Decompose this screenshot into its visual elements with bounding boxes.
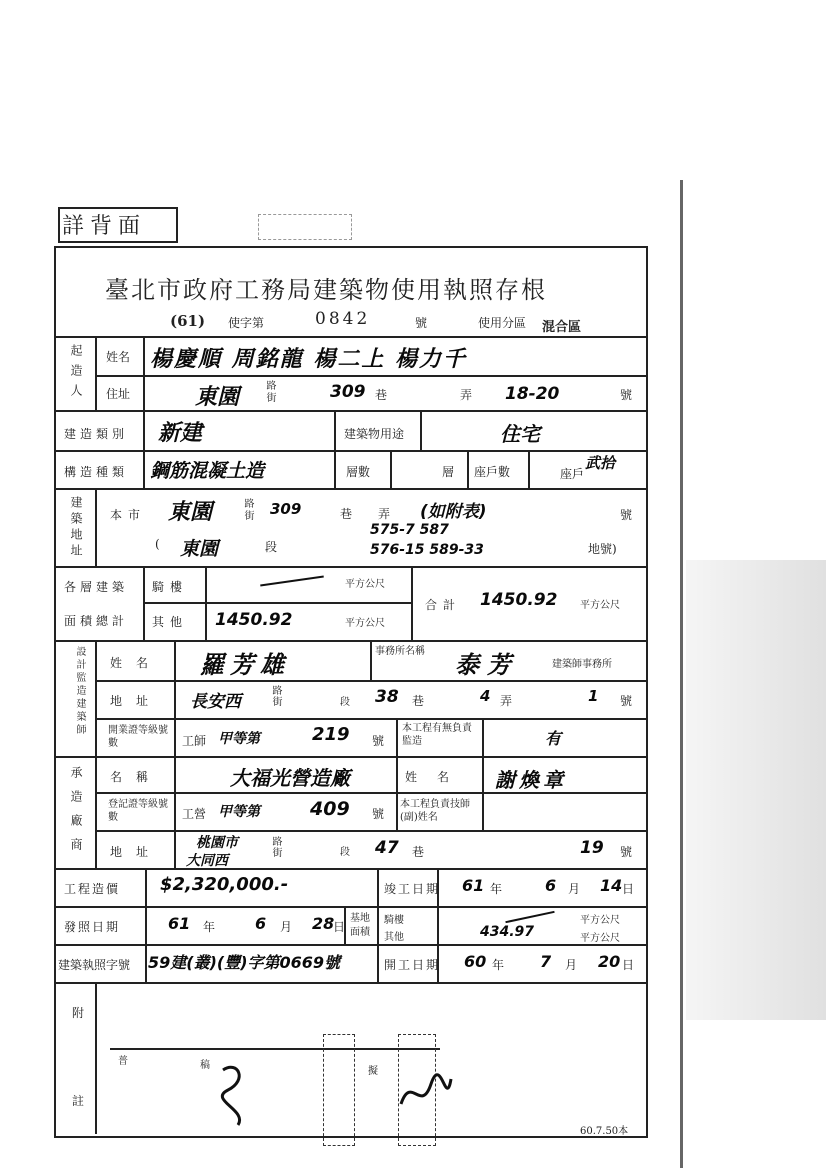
area-section-label-1: 各層建築 — [64, 580, 129, 594]
reg-label: 登記證等級號數 — [108, 799, 168, 823]
arcade-label: 騎樓 — [152, 580, 189, 594]
rule — [95, 488, 97, 566]
start-year-unit: 年 — [492, 958, 505, 972]
supervise-value: 有 — [545, 729, 562, 748]
base-arcade: 騎樓 — [384, 915, 404, 926]
rule — [411, 566, 413, 640]
license-grade: 甲等第 — [218, 731, 260, 747]
license-no: 219 — [312, 724, 350, 745]
rule — [54, 640, 646, 642]
approval-stamp — [323, 1034, 355, 1146]
category-value: 新建 — [158, 421, 203, 446]
area-section-label-2: 面積總計 — [64, 614, 129, 628]
units-label: 座戶數 — [474, 465, 511, 479]
lot-section: 段 — [265, 540, 278, 554]
rule — [396, 718, 398, 756]
rule — [377, 868, 379, 982]
contractor-addr-no-unit: 號 — [620, 845, 633, 859]
architect-section-label: 設計監造建築師 — [74, 646, 85, 737]
units-unit: 座戶 — [560, 467, 585, 481]
lot-numbers-2: 576-15 589-33 — [370, 542, 484, 558]
cost-value: $2,320,000.- — [160, 874, 289, 895]
contractor-addr-lane-unit: 巷 — [412, 845, 425, 859]
architect-addr-lane-unit: 巷 — [412, 694, 425, 708]
rule — [205, 566, 207, 640]
architect-addr-road: 長安西 — [190, 692, 241, 712]
footer-print: 60.7.50本 — [580, 1126, 629, 1137]
owner-addr-road-unit: 路街 — [264, 380, 275, 404]
owner-addr-label: 住址 — [106, 387, 131, 401]
zone-label: 使用分區 — [478, 316, 527, 330]
rule — [95, 640, 97, 868]
contractor-name-value: 大福光營造廠 — [230, 766, 350, 790]
lot-numbers-1: 575-7 587 — [370, 522, 449, 538]
owner-addr-alley-unit: 弄 — [460, 388, 473, 402]
finish-month: 6 — [545, 876, 557, 895]
rule — [145, 868, 147, 982]
notes-label-top: 附 — [72, 1006, 85, 1020]
owner-section-label: 起造人 — [69, 344, 83, 404]
rule — [54, 944, 646, 946]
owner-addr-no-unit: 號 — [620, 388, 633, 402]
rule — [467, 450, 469, 488]
notes-label-bottom: 註 — [72, 1094, 85, 1108]
site-section-label: 建築地址 — [69, 496, 83, 560]
sign-label-1: 普 — [118, 1056, 128, 1067]
use-label: 建築物用途 — [344, 427, 405, 441]
structure-label: 構造種類 — [64, 465, 129, 479]
issue-label: 發照日期 — [64, 920, 121, 934]
reg-grade: 甲等第 — [218, 804, 260, 820]
rule — [174, 640, 176, 868]
issue-day: 28 — [312, 914, 335, 933]
reg-unit: 號 — [372, 807, 385, 821]
tech-label: 本工程負責技師(副)姓名 — [400, 799, 470, 823]
rule — [54, 756, 646, 758]
base-label: 基地面積 — [350, 913, 370, 938]
architect-addr-road-unit: 路街 — [270, 685, 281, 707]
issue-year-unit: 年 — [203, 920, 216, 934]
permit-no-label: 建築執照字號 — [58, 958, 131, 972]
rule — [95, 982, 97, 1134]
site-road-unit: 路街 — [242, 498, 253, 522]
cost-label: 工程造價 — [64, 882, 121, 896]
rule — [95, 718, 646, 720]
rule — [54, 982, 646, 984]
office-value: 泰芳 — [455, 651, 519, 679]
floors-unit: 層 — [442, 465, 455, 479]
permit-prefix: (61) — [170, 312, 206, 330]
architect-addr-lane: 38 — [375, 687, 399, 707]
finish-day: 14 — [600, 876, 623, 895]
contractor-addr-section-unit: 段 — [340, 847, 350, 858]
contractor-section-label: 承造廠商 — [69, 766, 83, 862]
contractor-person-value: 謝煥章 — [495, 768, 567, 792]
owner-addr-road: 東園 — [195, 385, 240, 410]
floors-label: 層數 — [346, 465, 371, 479]
reg-prefix: 工營 — [182, 807, 207, 821]
other-label: 其他 — [152, 615, 189, 629]
total-unit: 平方公尺 — [580, 600, 620, 611]
base-other-value: 434.97 — [480, 924, 535, 940]
contractor-addr-label: 地址 — [110, 845, 163, 859]
rule — [390, 450, 392, 488]
rule — [143, 336, 145, 410]
architect-addr-alley-unit: 弄 — [500, 694, 513, 708]
finish-label: 竣工日期 — [384, 882, 441, 896]
contractor-addr-lane: 47 — [375, 838, 399, 858]
rule — [482, 718, 484, 756]
corner-tag-text: 詳背面 — [62, 214, 147, 239]
contractor-addr-city: 桃園市 — [196, 835, 238, 851]
license-prefix: 工師 — [182, 734, 207, 748]
arcade-unit: 平方公尺 — [345, 579, 385, 590]
lot-suffix: 地號) — [588, 542, 617, 556]
architect-name-value: 羅芳雄 — [200, 651, 290, 679]
units-value: 武拾 — [585, 454, 616, 472]
start-label: 開工日期 — [384, 958, 441, 972]
office-suffix: 建築師事務所 — [552, 659, 612, 670]
architect-addr-label: 地址 — [110, 694, 163, 708]
site-road: 東園 — [168, 500, 213, 525]
architect-addr-no-unit: 號 — [620, 694, 633, 708]
architect-addr-no: 1 — [588, 687, 599, 705]
base-other-unit: 平方公尺 — [580, 933, 620, 944]
contractor-addr-no: 19 — [580, 838, 604, 858]
license-label: 開業證等級號數 — [108, 725, 168, 749]
finish-month-unit: 月 — [568, 882, 581, 896]
site-note: (如附表) — [420, 502, 487, 522]
reg-no: 409 — [310, 798, 350, 820]
structure-value: 鋼筋混凝土造 — [150, 460, 265, 482]
start-day-unit: 日 — [622, 958, 635, 972]
architect-addr-alley: 4 — [480, 687, 491, 705]
rule — [528, 450, 530, 488]
zone-value: 混合區 — [542, 320, 582, 335]
owner-name-value: 楊慶順 周銘龍 楊二上 楊力千 — [150, 347, 467, 372]
owner-name-label: 姓名 — [106, 350, 131, 364]
adjacent-page-edge — [680, 180, 683, 1168]
rule — [54, 868, 646, 870]
supervise-label: 本工程有無負責監造 — [402, 723, 472, 747]
issue-day-unit: 日 — [333, 920, 346, 934]
architect-addr-section-unit: 段 — [340, 697, 350, 708]
rule — [396, 756, 398, 830]
faded-stamp — [258, 214, 352, 240]
owner-addr-no: 18-20 — [505, 384, 560, 404]
site-no-unit: 號 — [620, 508, 633, 522]
architect-name-label: 姓名 — [110, 656, 163, 670]
permit-suffix: 號 — [415, 316, 428, 330]
permit-no-value: 59建(叢)(豐)字第0669號 — [148, 953, 341, 972]
rule — [334, 410, 336, 488]
rule — [95, 336, 97, 410]
adjacent-page-edge — [686, 560, 826, 1020]
rule — [143, 410, 145, 488]
form-title: 臺北市政府工務局建築物使用執照存根 — [105, 276, 547, 304]
rule — [95, 375, 646, 377]
rule — [95, 680, 646, 682]
site-lane: 309 — [270, 500, 302, 518]
lot-area: 東園 — [180, 538, 219, 560]
total-label: 合計 — [425, 598, 462, 612]
rule — [143, 566, 145, 640]
issue-month: 6 — [255, 914, 267, 933]
issue-year: 61 — [168, 914, 191, 933]
lot-open: ( — [155, 537, 160, 551]
sign-strip — [110, 1048, 440, 1050]
sign-label-3: 擬 — [368, 1066, 378, 1077]
total-value: 1450.92 — [480, 590, 558, 610]
rule — [54, 488, 646, 490]
site-city: 本市 — [110, 508, 147, 522]
other-value: 1450.92 — [215, 610, 293, 630]
start-month-unit: 月 — [565, 958, 578, 972]
finish-year-unit: 年 — [490, 882, 503, 896]
contractor-person-label: 姓名 — [405, 770, 470, 784]
other-unit: 平方公尺 — [345, 618, 385, 629]
permit-number: 0842 — [315, 309, 371, 329]
contractor-addr-road: 大同西 — [186, 853, 228, 869]
rule — [143, 602, 411, 604]
use-value: 住宅 — [500, 422, 540, 446]
signature-scribble — [396, 1064, 456, 1124]
rule — [420, 410, 422, 450]
site-lane-unit: 巷 — [340, 507, 353, 521]
site-alley-unit: 弄 — [378, 507, 391, 521]
rule — [54, 906, 646, 908]
license-unit: 號 — [372, 734, 385, 748]
issue-month-unit: 月 — [280, 920, 293, 934]
contractor-name-label: 名稱 — [110, 770, 163, 784]
owner-addr-lane-unit: 巷 — [375, 388, 388, 402]
office-label: 事務所名稱 — [375, 646, 425, 657]
start-day: 20 — [598, 952, 621, 971]
finish-year: 61 — [462, 876, 485, 895]
rule — [95, 830, 646, 832]
signature-scribble — [218, 1060, 258, 1130]
finish-day-unit: 日 — [622, 882, 635, 896]
owner-addr-lane: 309 — [330, 382, 366, 402]
base-arcade-unit: 平方公尺 — [580, 915, 620, 926]
start-month: 7 — [540, 952, 552, 971]
category-label: 建造類別 — [64, 427, 129, 441]
base-other: 其他 — [384, 932, 404, 943]
start-year: 60 — [464, 952, 487, 971]
rule — [370, 640, 372, 680]
contractor-addr-road-unit: 路街 — [270, 836, 281, 858]
sign-label-2: 稿 — [200, 1060, 210, 1071]
permit-type: 使字第 — [228, 316, 265, 330]
